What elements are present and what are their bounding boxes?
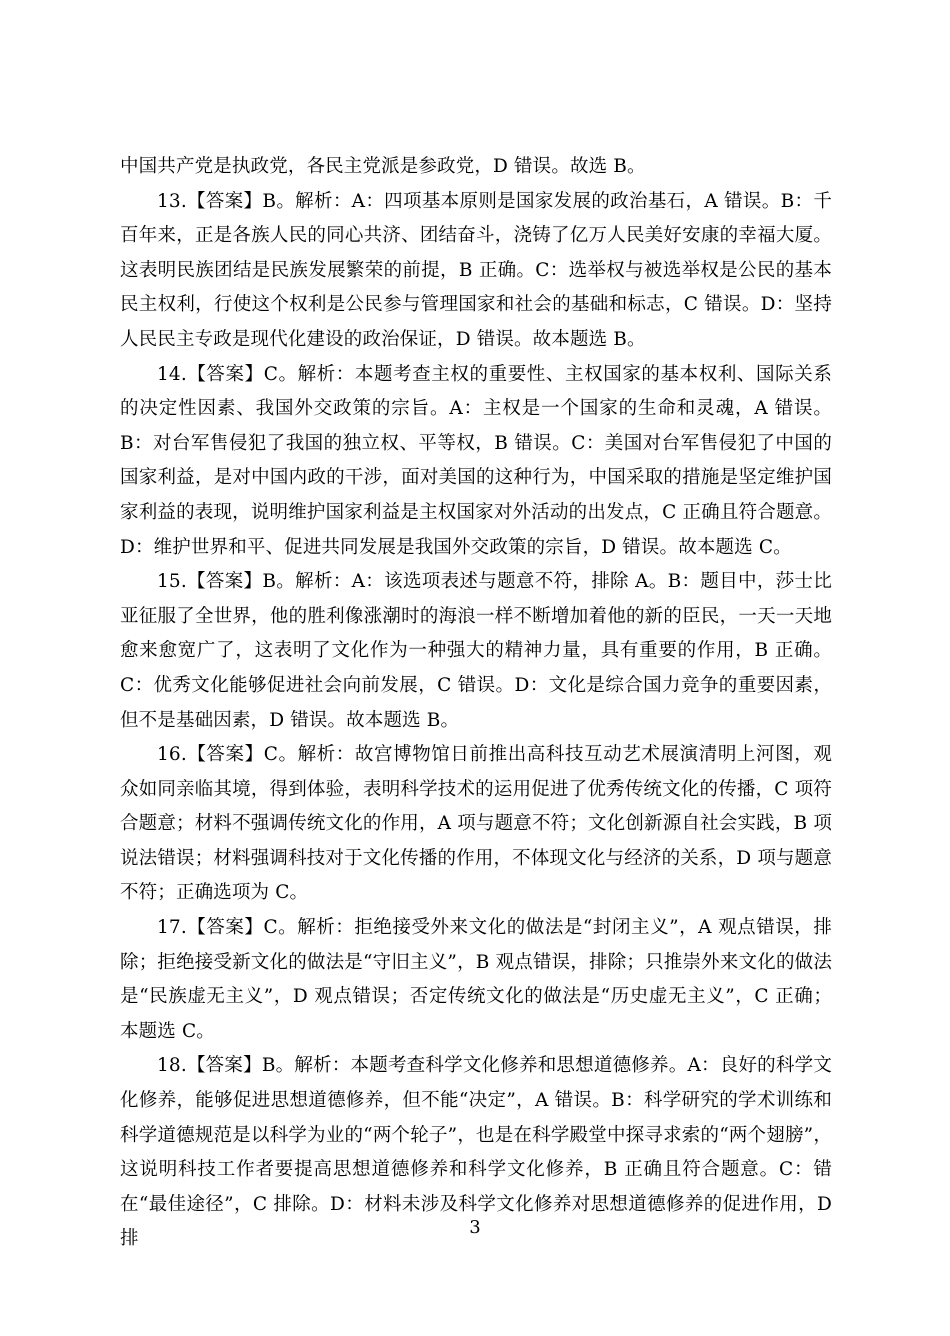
answer-18-paragraph: 18.【答案】B。解析：本题考查科学文化修养和思想道德修养。A：良好的科学文化修养，能够促进思想道德修养，但不能“决定”，A 错误。B：科学研究的学术训练和科学道德规范是以科学为业的“两个轮子”，也是在科学殿堂中探寻求索的“两个翅膀”，这说明科技工作者要提高思想道德修养和科学文化修养，B 正确且符合题意。C：错在“最佳途径”，C 排除。D：材料未涉及科学文化修养对思想道德修养的促进作用，D 排 bbox=[120, 1055, 832, 1250]
answer-16-paragraph: 16.【答案】C。解析：故宫博物馆日前推出高科技互动艺术展演清明上河图，观众如同亲临其境，得到体验，表明科学技术的运用促进了优秀传统文化的传播，C 项符合题意；材料不强调传统文化的作用，A 项与题意不符；文化创新源自社会实践，B 项说法错误；材料强调科技对于文化传播的作用，不体现文化与经济的关系，D 项与题意不符；正确选项为 C。 bbox=[120, 744, 832, 904]
page-number: 3 bbox=[469, 1217, 481, 1238]
answer-13-paragraph: 13.【答案】B。解析：A：四项基本原则是国家发展的政治基石，A 错误。B：千百年来，正是各族人民的同心共济、团结奋斗，浇铸了亿万人民美好安康的幸福大厦。这表明民族团结是民族发展繁荣的前提，B 正确。C：选举权与被选举权是公民的基本民主权利，行使这个权利是公民参与管理国家和社会的基础和标志，C 错误。D：坚持人民民主专政是现代化建设的政治保证，D 错误。故本题选 B。 bbox=[120, 190, 832, 350]
answer-17-paragraph: 17.【答案】C。解析：拒绝接受外来文化的做法是“封闭主义”，A 观点错误，排除；拒绝接受新文化的做法是“守旧主义”，B 观点错误，排除；只推崇外来文化的做法是“民族虚无主义”，D 观点错误；否定传统文化的做法是“历史虚无主义”，C 正确；本题选 C。 bbox=[120, 917, 832, 1042]
answer-15-paragraph: 15.【答案】B。解析：A：该选项表述与题意不符，排除 A。B：题目中，莎士比亚征服了全世界，他的胜利像涨潮时的海浪一样不断增加着他的新的臣民，一天一天地愈来愈宽广了，这表明了文化作为一种强大的精神力量，具有重要的作用，B 正确。C：优秀文化能够促进社会向前发展，C 错误。D：文化是综合国力竞争的重要因素，但不是基础因素，D 错误。故本题选 B。 bbox=[120, 571, 832, 731]
answer-14-paragraph: 14.【答案】C。解析：本题考查主权的重要性、主权国家的基本权利、国际关系的决定性因素、我国外交政策的宗旨。A：主权是一个国家的生命和灵魂，A 错误。B：对台军售侵犯了我国的独立权、平等权，B 错误。C：美国对台军售侵犯了中国的国家利益，是对中国内政的干涉，面对美国的这种行为，中国采取的措施是坚定维护国家利益的表现，说明维护国家利益是主权国家对外活动的出发点，C 正确且符合题意。D：维护世界和平、促进共同发展是我国外交政策的宗旨，D 错误。故本题选 C。 bbox=[120, 363, 832, 558]
continuation-paragraph: 中国共产党是执政党，各民主党派是参政党，D 错误。故选 B。 bbox=[120, 156, 646, 177]
page-body bbox=[120, 150, 832, 1257]
